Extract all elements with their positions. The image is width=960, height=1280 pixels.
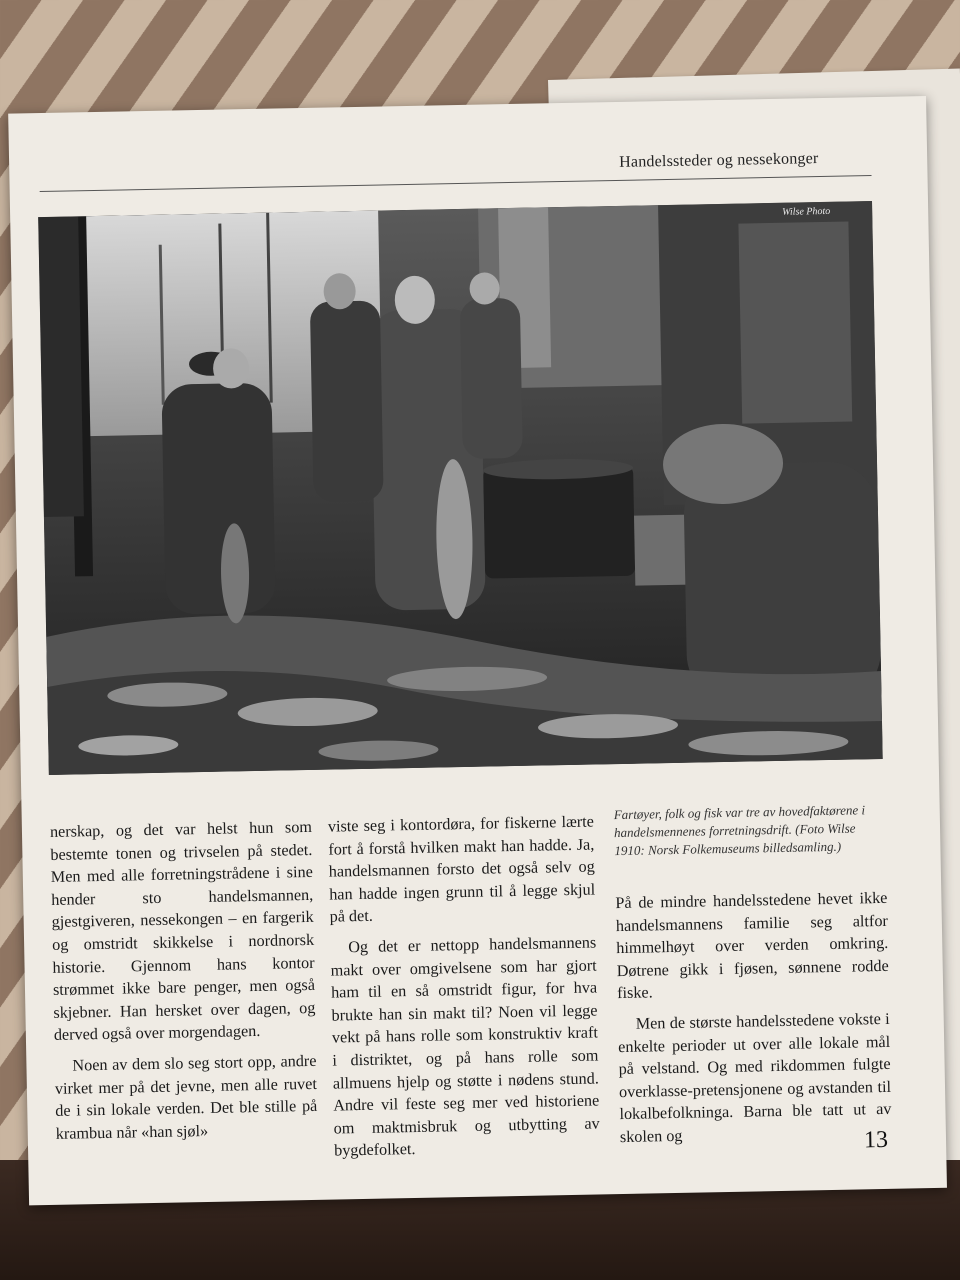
photographer-stamp: Wilse Photo: [782, 205, 831, 218]
paragraph: Noen av dem slo seg stort opp, andre virket mer på det jevne, men alle ruvet de i sin lokale verden. Det ble stille på krambua når «han sjøl»: [54, 1051, 318, 1143]
text-column-1: [50, 816, 318, 1145]
header-rule: [40, 175, 872, 192]
historical-photo: [38, 201, 883, 775]
book-page: [8, 96, 947, 1205]
running-header: Handelssteder og nessekonger: [619, 150, 819, 171]
fishing-deck-photo: [38, 201, 883, 775]
text-column-3: [615, 887, 892, 1149]
paragraph: nerskap, og det var helst hun som bestemte tonen og trivselen på stedet. Men med alle forretningstrådene i sine hender sto handelsmannen, gjestgiveren, nessekongen – en fargerik og omstridt skikkelse i nordnorsk historie. Gjennom hans kontor strømmet ikke bare penger, men også skjebner. Han hersket over dagen, og derved også over morgendagen.: [49, 817, 316, 1045]
paragraph: På de mindre handelsstedene hevet ikke handelsmannens familie seg altfor himmelhøyt over verden omkring. Døtrene gikk i fjøsen, sønnene rodde fiske.: [615, 888, 889, 1003]
paragraph: Og det er nettopp handelsmannens makt over omgivelsene som har gjort ham til en så omstridt figur, for hva brukte han sin makt til? Noen vil legge vekt på hans rolle som konstruktiv kraft i distriktet, og på hans rolle som allmuens hjelp og støtte i nødens stund. Andre vil feste seg mer ved historiene om maktmisbruk og utbytting av bygdefolket.: [330, 933, 600, 1160]
photo-caption: Fartøyer, folk og fisk var tre av hovedfaktørene i handelsmennenes forretningsdrift. (Foto Wilse 1910: Norsk Folkemuseums billedsamling.): [613, 802, 866, 859]
paragraph: viste seg i kontordøra, for fiskerne lærte fort å forstå hvilken makt han hadde. Ja, handelsmannen forsto det også selv og han hadde ingen grunn til å legge skjul på det.: [327, 812, 596, 926]
paragraph: Men de største handelsstedene vokste i enkelte perioder ut over alle lokale mål på velstand. Og med rikdommen fulgte overklasse-pretensjonene og avstanden til lokalbefolkninga. Barna ble tatt ut av skolen og: [618, 1009, 892, 1147]
page-number: 13: [863, 1126, 889, 1154]
text-column-2: [328, 811, 601, 1163]
